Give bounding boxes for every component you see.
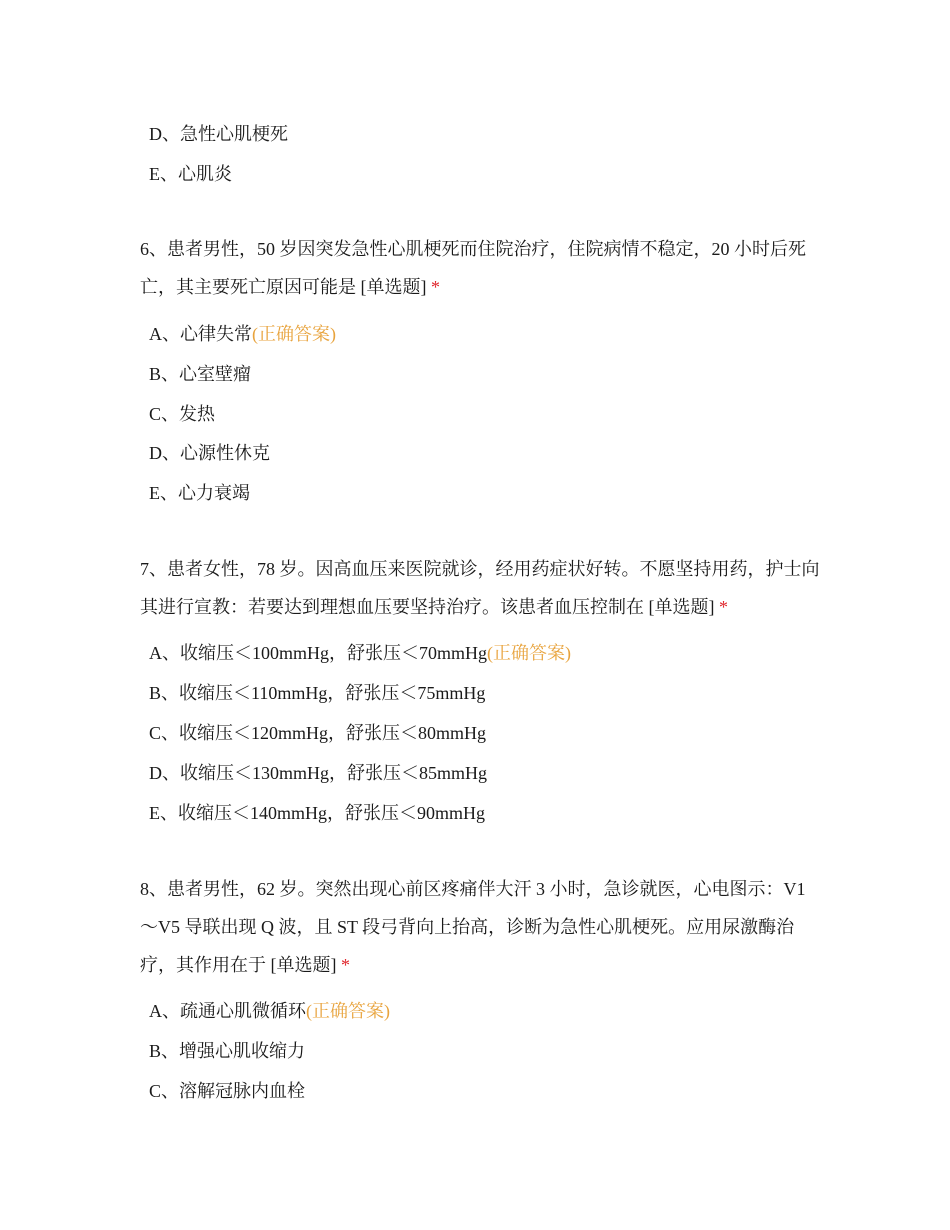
option-text: A、收缩压＜100mmHg，舒张压＜70mmHg: [149, 643, 487, 663]
option-prev-e: [149, 162, 232, 186]
question-6: [140, 230, 820, 306]
q7-option-c: [149, 721, 486, 745]
q6-option-a: [149, 322, 336, 346]
option-prev-d: [149, 122, 288, 146]
q6-option-c: [149, 402, 215, 426]
q6-option-e: [149, 481, 250, 505]
q6-option-b: [149, 362, 251, 386]
option-text: C、收缩压＜120mmHg，舒张压＜80mmHg: [149, 723, 487, 743]
option-text: E、心力衰竭: [149, 483, 250, 503]
q7-option-d: [149, 761, 487, 785]
question-text: 8、患者男性，62 岁。突然出现心前区疼痛伴大汗 3 小时，急诊就医，心电图示：V1～V5 导联出现 Q 波，且 ST 段弓背向上抬高，诊断为急性心肌梗死。应用尿激酶治疗，其作用在于 [单选题]: [140, 879, 806, 975]
question-text: 6、患者男性，50 岁因突发急性心肌梗死而住院治疗，住院病情不稳定，20 小时后死亡，其主要死亡原因可能是 [单选题]: [140, 239, 806, 297]
required-mark: *: [719, 597, 728, 617]
correct-answer-tag: (正确答案): [252, 324, 336, 344]
q7-option-a: [149, 641, 571, 665]
correct-answer-tag: (正确答案): [487, 643, 571, 663]
option-text: E、心肌炎: [149, 164, 232, 184]
q6-option-d: [149, 441, 270, 465]
q8-option-b: [149, 1039, 305, 1063]
correct-answer-tag: (正确答案): [306, 1001, 390, 1021]
option-text: D、急性心肌梗死: [149, 124, 288, 144]
question-text: 7、患者女性，78 岁。因高血压来医院就诊，经用药症状好转。不愿坚持用药，护士向其进行宣教：若要达到理想血压要坚持治疗。该患者血压控制在 [单选题]: [140, 559, 820, 617]
required-mark: *: [341, 955, 350, 975]
option-text: D、心源性休克: [149, 443, 270, 463]
option-text: A、疏通心肌微循环: [149, 1001, 306, 1021]
option-text: D、收缩压＜130mmHg，舒张压＜85mmHg: [149, 763, 487, 783]
option-text: B、增强心肌收缩力: [149, 1041, 306, 1061]
option-text: C、溶解冠脉内血栓: [149, 1081, 306, 1101]
option-text: C、发热: [149, 404, 216, 424]
option-text: B、心室壁瘤: [149, 364, 252, 384]
option-text: A、心律失常: [149, 324, 252, 344]
question-7: [140, 550, 820, 626]
option-text: B、收缩压＜110mmHg，舒张压＜75mmHg: [149, 683, 486, 703]
q8-option-c: [149, 1079, 305, 1103]
required-mark: *: [431, 277, 440, 297]
q7-option-e: [149, 801, 485, 825]
question-8: [140, 870, 820, 984]
q8-option-a: [149, 999, 390, 1023]
option-text: E、收缩压＜140mmHg，舒张压＜90mmHg: [149, 803, 485, 823]
q7-option-b: [149, 681, 485, 705]
